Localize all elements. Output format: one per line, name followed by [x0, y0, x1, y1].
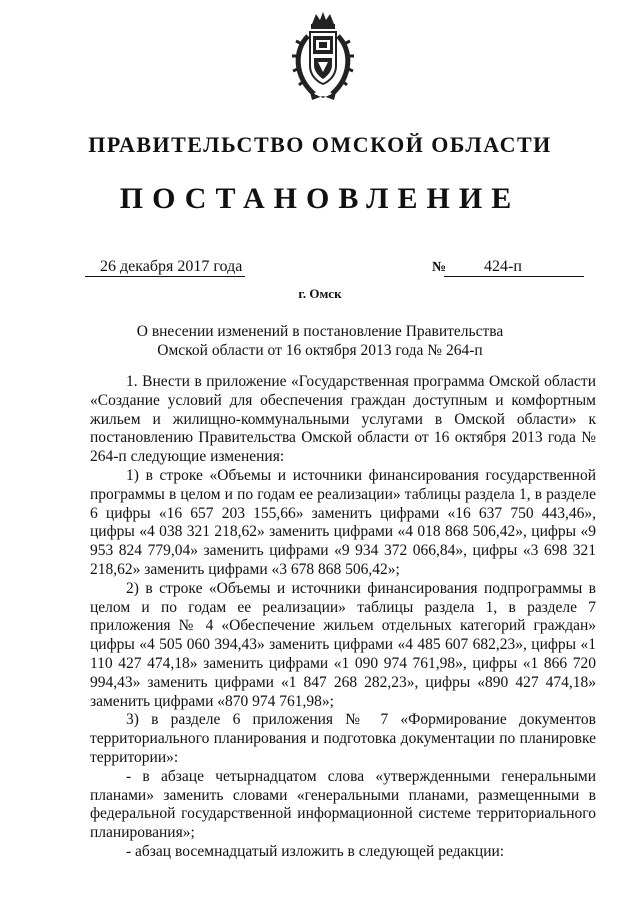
- city: г. Омск: [298, 286, 342, 301]
- number-underline: [444, 276, 584, 277]
- coat-of-arms-emblem: [290, 10, 356, 102]
- paragraph-item-1: 1) в строке «Объемы и источники финансирования государственной программы в целом и по годам ее реализации» таблицы раздела 1, в разделе 6 цифры «16 657 203 155,66» заменить цифрами «16 637 750 443,46», цифры «4 038 321 218,62» заменить цифрами «4 018 868 506,42», цифры «9 953 824 779,04» заменить цифрами «9 934 372 066,84», цифры «3 698 321 218,62» заменить цифрами «3 678 868 506,42»;: [90, 466, 596, 578]
- decree-body: [90, 373, 596, 862]
- number-label: №: [432, 260, 447, 275]
- decree-date: 26 декабря 2017 года: [100, 258, 243, 275]
- date-underline: [85, 276, 245, 277]
- subject-line-2: Омской области от 16 октября 2013 года № 264-п: [157, 342, 483, 359]
- paragraph-dash-2: - абзац восемнадцатый изложить в следующей редакции:: [126, 842, 505, 860]
- paragraph-item-3: 3) в разделе 6 приложения № 7 «Формирование документов территориального планирования и подготовка документации по планировке территории»:: [90, 711, 596, 766]
- subject-line-1: О внесении изменений в постановление Правительства: [136, 323, 504, 340]
- document-type: ПОСТАНОВЛЕНИЕ: [119, 182, 521, 215]
- decree-subject: [130, 322, 510, 360]
- government-title: ПРАВИТЕЛЬСТВО ОМСКОЙ ОБЛАСТИ: [88, 132, 552, 157]
- paragraph-item-2: 2) в строке «Объемы и источники финансирования подпрограммы в целом и по годам ее реализации» таблицы раздела 1, в разделе 7 приложения № 4 «Обеспечение жильем отдельных категорий граждан» цифры «4 505 060 394,43» заменить цифрами «4 485 607 682,23», цифры «1 110 427 474,18» заменить цифрами «1 090 974 761,98», цифры «1 866 720 994,43» заменить цифрами «1 847 268 282,23», цифры «890 427 474,18» заменить цифрами «870 974 761,98»;: [90, 579, 596, 710]
- decree-number: 424-п: [484, 258, 522, 275]
- paragraph-dash-1: - в абзаце четырнадцатом слова «утвержденными генеральными планами» заменить словами «генеральными планами, размещенными в федеральной государственной информационной системе территориального планирования»;: [90, 767, 596, 842]
- paragraph-1: 1. Внести в приложение «Государственная программа Омской области «Создание условий для обеспечения граждан доступным и комфортным жильем и жилищно-коммунальными услугами в Омской области» к постановлению Правительства Омской области от 16 октября 2013 года № 264-п следующие изменения:: [90, 373, 596, 466]
